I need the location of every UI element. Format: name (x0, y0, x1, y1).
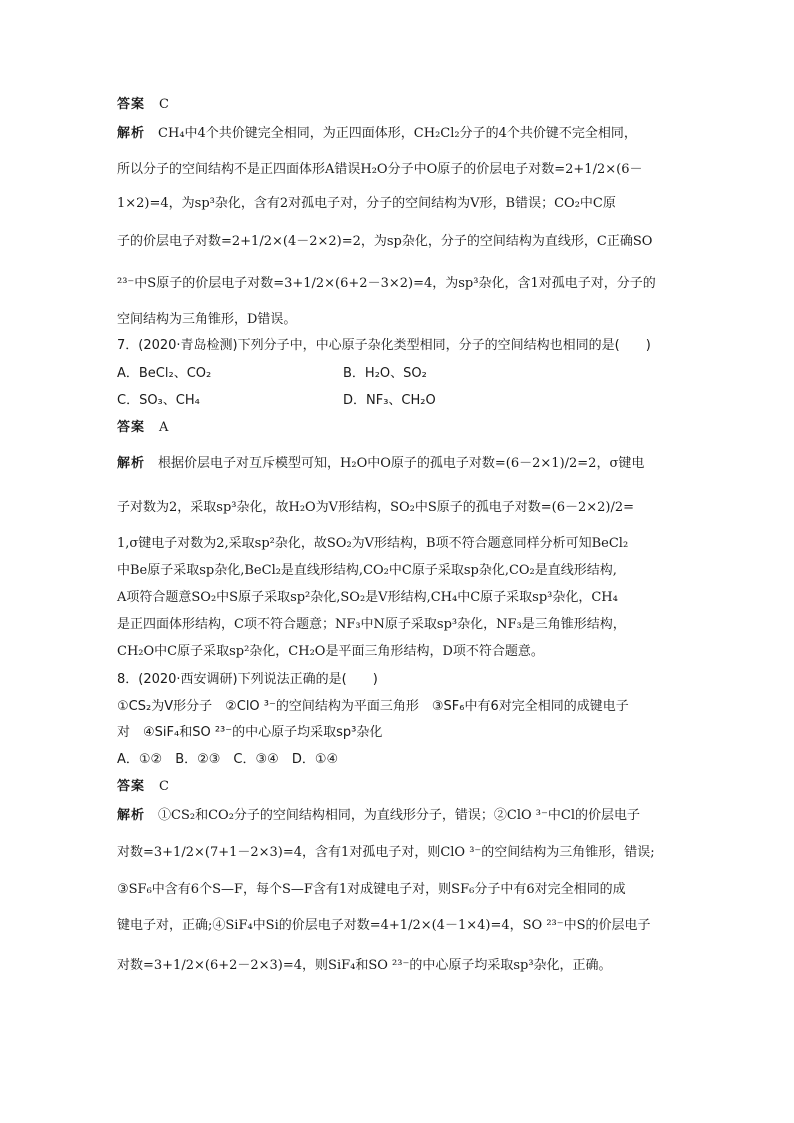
text-line: ③SF₆中含有6个S—F，每个S—F含有1对成键电子对，则SF₆分子中有6对完全相同的成 (117, 882, 626, 897)
question-8-statements: 对 ④SiF₄和SO ²³⁻的中心原子均采取sp³杂化 (117, 725, 383, 740)
option-c: C．SO₃、CH₄ (117, 393, 200, 408)
text-line: 根据价层电子对互斥模型可知，H₂O中O原子的孤电子对数=(6－2×1)/2=2，σ键电 (158, 456, 645, 471)
text-line: 对数=3+1/2×(6+2－2×3)=4，则SiF₄和SO ²³⁻的中心原子均采取sp³杂化，正确。 (117, 958, 612, 973)
text-line: 对数=3+1/2×(7+1－2×3)=4，含有1对孤电子对，则ClO ³⁻的空间结构为三角锥形，错误; (117, 845, 655, 860)
text-line: 键电子对，正确;④SiF₄中Si的价层电子对数=4+1/2×(4－1×4)=4，SO ²³⁻中S的价层电子 (117, 918, 651, 933)
answer-label: 答案 (117, 779, 146, 794)
text-line: CH₄中4个共价键完全相同，为正四面体形，CH₂Cl₂分子的4个共价键不完全相同， (158, 126, 637, 141)
answer-value: C (159, 97, 169, 112)
answer-line (117, 97, 169, 113)
text-line: 是正四面体形结构，C项不符合题意；NF₃中N原子采取sp³杂化，NF₃是三角锥形结构， (117, 617, 626, 632)
analysis-line (117, 456, 644, 472)
text-line: 所以分子的空间结构不是正四面体形A错误H₂O分子中O原子的价层电子对数=2+1/2×(6－ (117, 162, 643, 177)
answer-value: C (159, 779, 169, 794)
answer-value: A (159, 420, 169, 435)
analysis-line (117, 808, 640, 824)
answer-line (117, 779, 169, 795)
answer-line (117, 420, 168, 436)
option-b: B．H₂O、SO₂ (343, 366, 427, 381)
text-line: 子的价层电子对数=2+1/2×(4－2×2)=2，为sp杂化，分子的空间结构为直线形，C正确SO (117, 234, 653, 249)
analysis-label: 解析 (117, 456, 146, 471)
text-line: ²³⁻中S原子的价层电子对数=3+1/2×(6+2－3×2)=4，为sp³杂化，含1对孤电子对，分子的 (117, 276, 656, 291)
option-d: D．NF₃、CH₂O (343, 393, 436, 408)
analysis-label: 解析 (117, 126, 146, 141)
option-a: A．BeCl₂、CO₂ (117, 366, 212, 381)
text-line: 1,σ键电子对数为2,采取sp²杂化，故SO₂为V形结构，B项不符合题意同样分析可知BeCl₂ (117, 536, 629, 551)
analysis-label: 解析 (117, 808, 146, 823)
question-8: 8．(2020·西安调研)下列说法正确的是( ) (117, 672, 378, 687)
answer-label: 答案 (117, 97, 146, 112)
answer-label: 答案 (117, 420, 146, 435)
text-line: 中Be原子采取sp杂化,BeCl₂是直线形结构,CO₂中C原子采取sp杂化,CO₂是直线形结构, (117, 563, 617, 578)
question-8-statements: ①CS₂为V形分子 ②ClO ³⁻的空间结构为平面三角形 ③SF₆中有6对完全相同的成键电子 (117, 699, 629, 714)
question-8-options: A．①② B．②③ C．③④ D．①④ (117, 752, 339, 767)
question-7: 7．(2020·青岛检测)下列分子中，中心原子杂化类型相同，分子的空间结构也相同的是( ) (117, 338, 651, 353)
text-line: A项符合题意SO₂中S原子采取sp²杂化,SO₂是V形结构,CH₄中C原子采取sp³杂化，CH₄ (117, 590, 618, 605)
text-line: CH₂O中C原子采取sp²杂化，CH₂O是平面三角形结构，D项不符合题意。 (117, 644, 544, 659)
text-line: 空间结构为三角锥形，D错误。 (117, 312, 297, 327)
text-line: ①CS₂和CO₂分子的空间结构相同，为直线形分子，错误；②ClO ³⁻中Cl的价层电子 (158, 808, 640, 823)
analysis-line (117, 126, 637, 142)
text-line: 1×2)=4，为sp³杂化，含有2对孤电子对，分子的空间结构为V形，B错误；CO₂中C原 (117, 196, 616, 211)
text-line: 子对数为2，采取sp³杂化，故H₂O为V形结构，SO₂中S原子的孤电子对数=(6－2×2)/2= (117, 500, 635, 515)
